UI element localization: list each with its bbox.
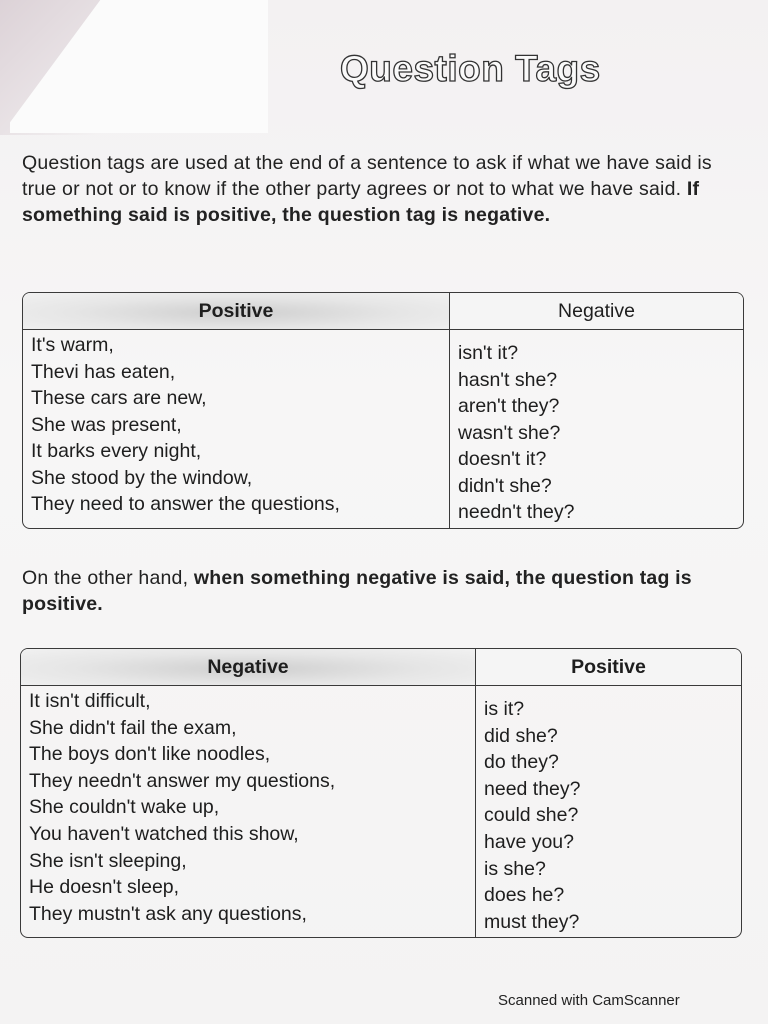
table2-header-positive: Positive bbox=[476, 649, 741, 686]
statement: It isn't difficult, bbox=[29, 690, 151, 712]
statement: They needn't answer my questions, bbox=[29, 769, 336, 792]
positive-statement-table bbox=[22, 292, 744, 529]
question-tag: aren't they? bbox=[458, 395, 560, 417]
statement: These cars are new, bbox=[31, 387, 207, 409]
question-tag: wasn't she? bbox=[458, 421, 561, 444]
question-tag: is it? bbox=[484, 698, 525, 720]
question-tag: is she? bbox=[484, 857, 546, 880]
question-tag: isn't it? bbox=[458, 342, 519, 364]
statement: It's warm, bbox=[31, 334, 114, 356]
question-tag: have you? bbox=[484, 830, 574, 853]
question-tag: didn't she? bbox=[458, 474, 552, 497]
question-tag: do they? bbox=[484, 751, 559, 774]
table1-header-positive: Positive bbox=[23, 293, 450, 330]
statement: She isn't sleeping, bbox=[29, 849, 187, 872]
table1-tags bbox=[450, 330, 743, 528]
middle-rule: when something negative is said, the question tag is positive. bbox=[22, 567, 692, 615]
middle-text: On the other hand, bbox=[22, 567, 194, 589]
intro-rule: If something said is positive, the question tag is negative. bbox=[22, 178, 700, 226]
table1-statements bbox=[23, 330, 450, 528]
statement: She didn't fail the exam, bbox=[29, 716, 237, 739]
statement: She stood by the window, bbox=[31, 466, 253, 489]
middle-paragraph bbox=[22, 565, 746, 617]
statement: She was present, bbox=[31, 413, 182, 436]
table2-statements bbox=[21, 686, 476, 937]
table2-header-negative: Negative bbox=[21, 649, 476, 686]
statement: Thevi has eaten, bbox=[31, 360, 176, 383]
statement: The boys don't like noodles, bbox=[29, 743, 271, 766]
question-tag: need they? bbox=[484, 777, 581, 800]
statement: They need to answer the questions, bbox=[31, 493, 340, 515]
question-tag: could she? bbox=[484, 804, 579, 827]
statement: She couldn't wake up, bbox=[29, 796, 220, 819]
statement: You haven't watched this show, bbox=[29, 822, 299, 845]
negative-statement-table bbox=[20, 648, 742, 938]
statement: They mustn't ask any questions, bbox=[29, 902, 307, 925]
table1-header-negative: Negative bbox=[450, 293, 743, 330]
scanner-watermark: Scanned with CamScanner bbox=[498, 992, 680, 1009]
page-title: Question Tags bbox=[340, 48, 601, 89]
intro-paragraph bbox=[22, 150, 746, 228]
intro-text: Question tags are used at the end of a sentence to ask if what we have said is true or not or to know if the other party agrees or not to what we have said. bbox=[22, 152, 712, 200]
question-tag: needn't they? bbox=[458, 501, 575, 523]
question-tag: does he? bbox=[484, 884, 565, 907]
table2-tags bbox=[476, 686, 741, 937]
question-tag: did she? bbox=[484, 724, 558, 747]
question-tag: must they? bbox=[484, 910, 580, 933]
question-tag: doesn't it? bbox=[458, 448, 547, 470]
question-tag: hasn't she? bbox=[458, 368, 558, 391]
statement: It barks every night, bbox=[31, 440, 202, 462]
statement: He doesn't sleep, bbox=[29, 876, 180, 899]
